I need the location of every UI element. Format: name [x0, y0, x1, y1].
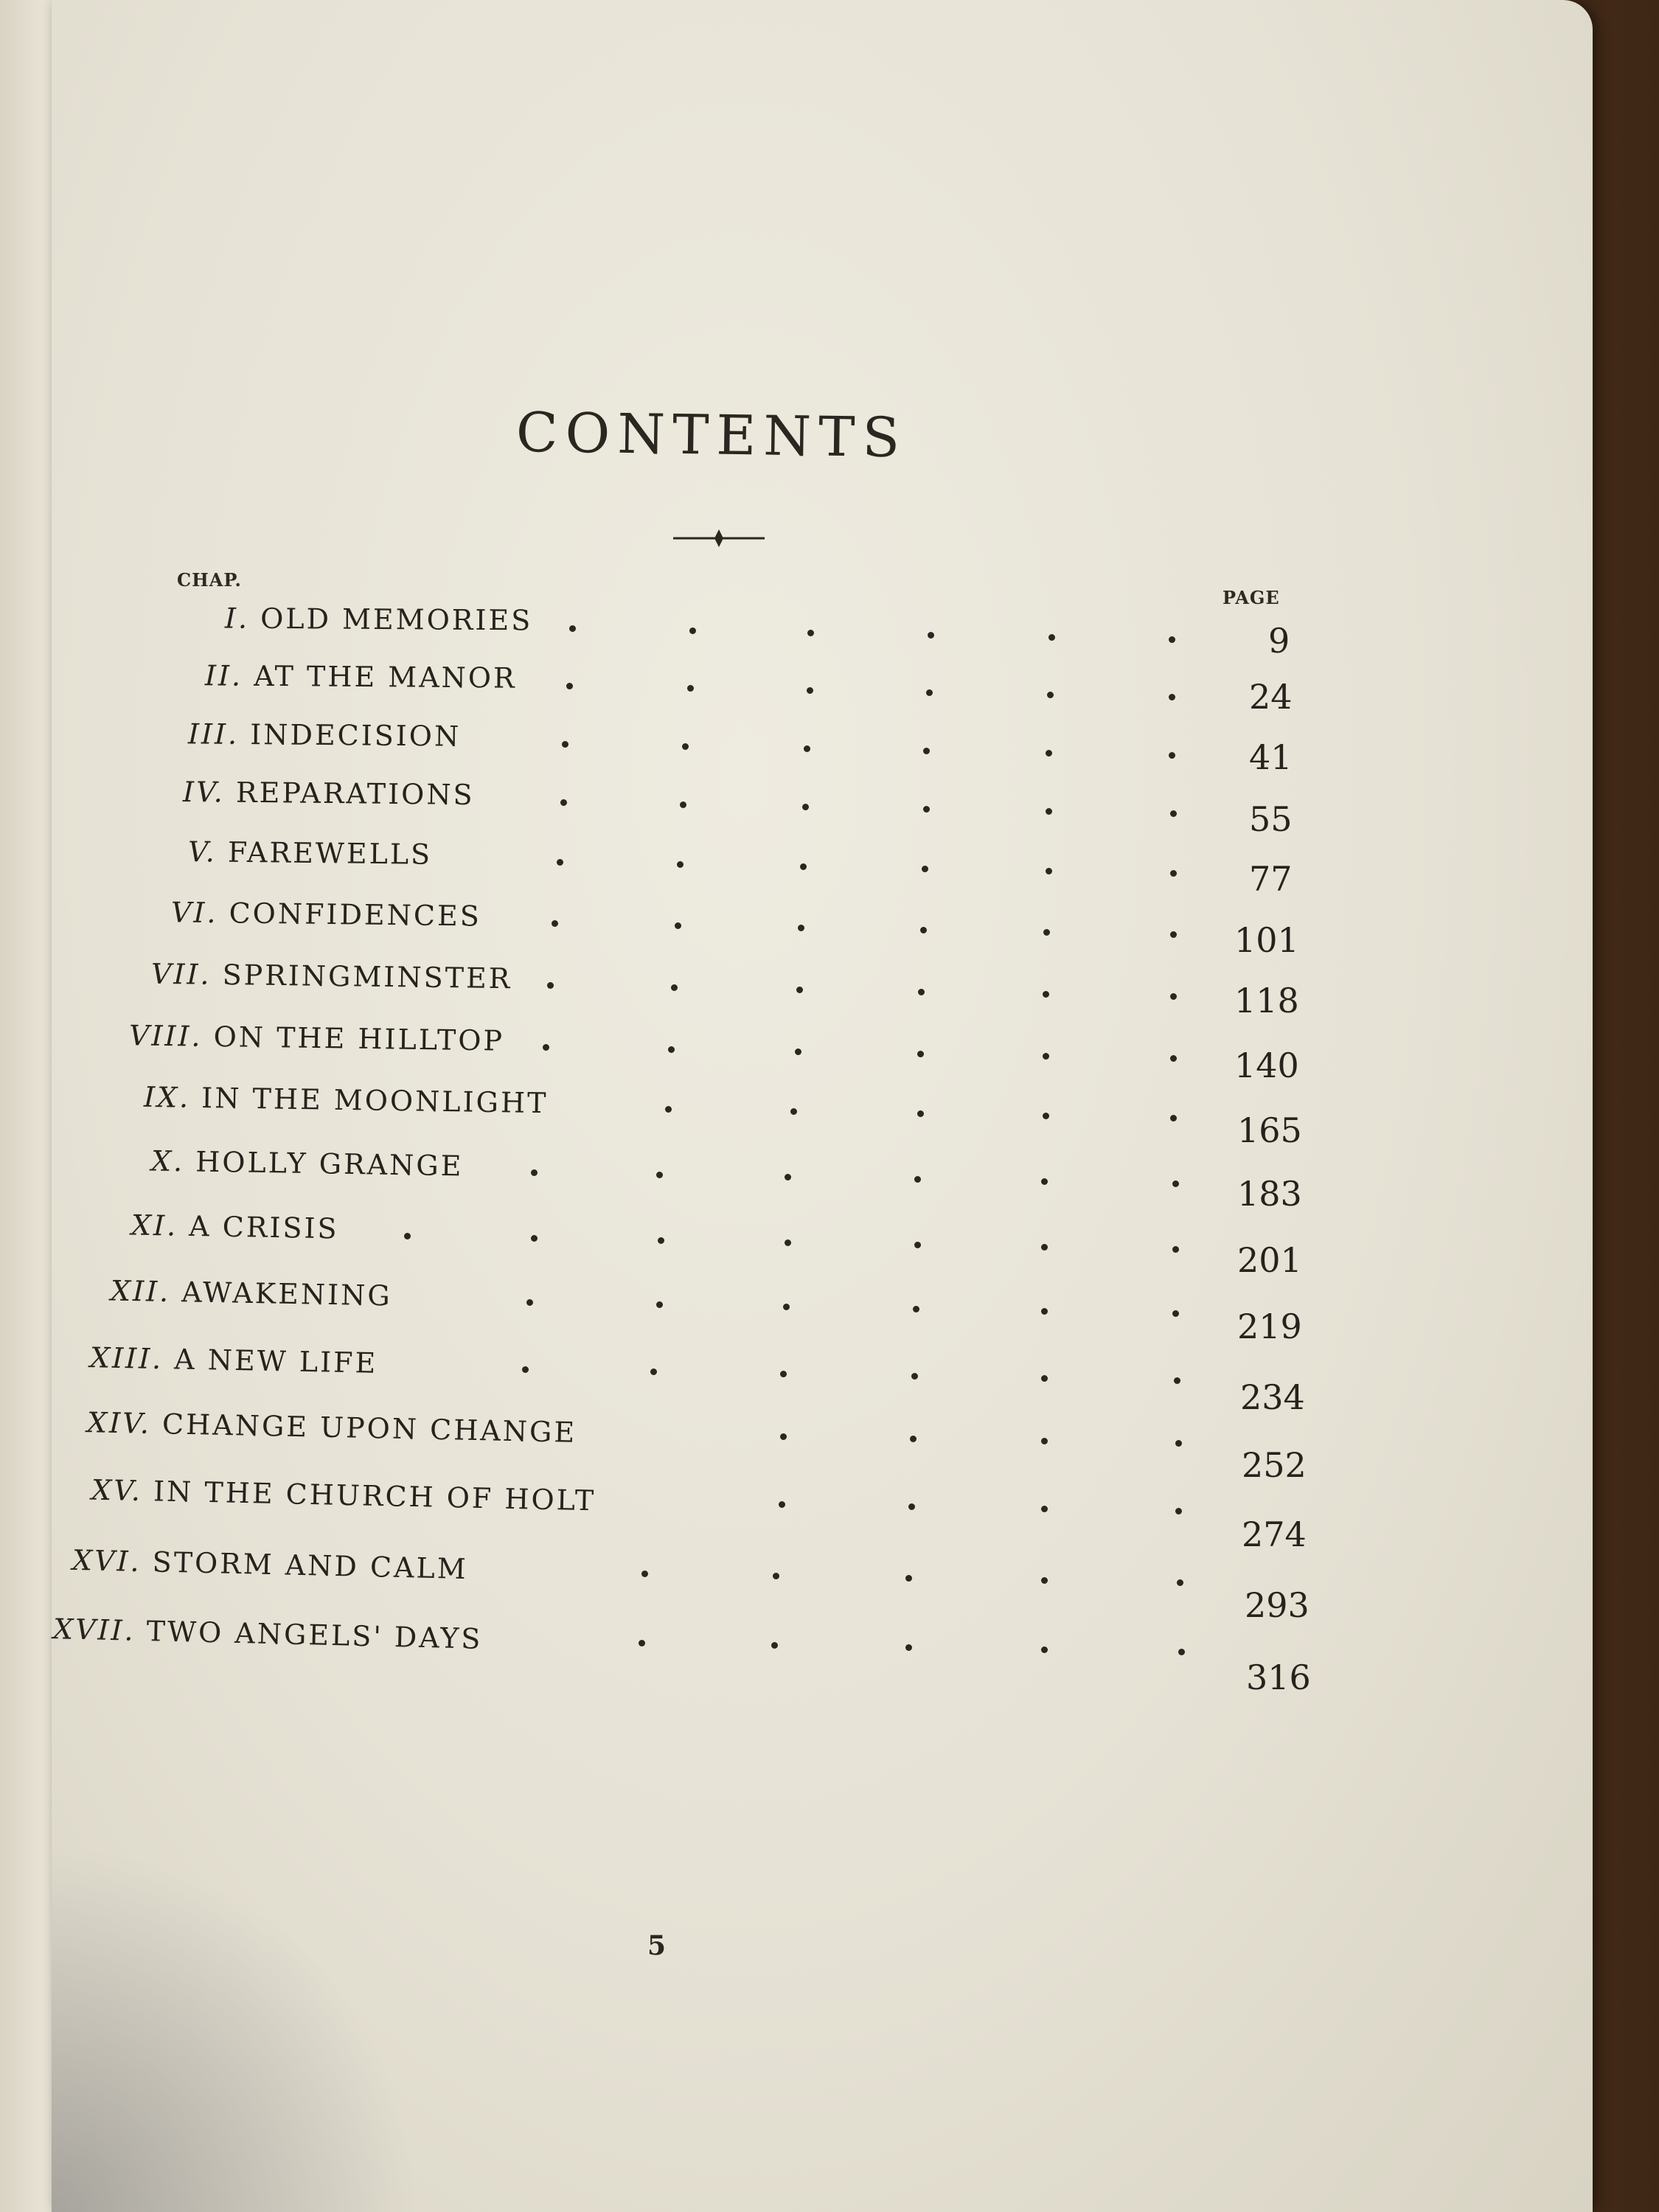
leader-dot: [566, 683, 573, 689]
leader-dot: [641, 1571, 648, 1577]
leader-dot: [547, 982, 554, 989]
chapter-entry: [72, 1544, 469, 1585]
leader-dot: [913, 1306, 919, 1312]
chapter-page-number: 9: [1268, 621, 1290, 661]
leader-dot: [1174, 1377, 1180, 1384]
chapter-title: REPARATIONS: [235, 776, 475, 812]
leader-dot: [1172, 1180, 1179, 1187]
leader-dot: [795, 1048, 801, 1055]
chapter-page-number: 234: [1240, 1377, 1305, 1417]
chapter-entry: [188, 835, 433, 871]
leader-dot: [552, 920, 558, 927]
chapter-title: AT THE MANOR: [254, 659, 517, 695]
leader-dot: [1172, 1246, 1179, 1253]
chapter-entry: [129, 1019, 505, 1057]
chapter-numeral: X.: [150, 1144, 196, 1178]
chapter-title: AWAKENING: [181, 1276, 393, 1312]
chapter-page-number: 316: [1246, 1658, 1311, 1697]
leader-dot: [910, 1436, 917, 1442]
leader-dot: [531, 1235, 538, 1242]
leader-dot: [1043, 1113, 1049, 1119]
chapter-entry: [87, 1406, 577, 1449]
leader-dot: [780, 1371, 787, 1377]
chapter-entry: [183, 776, 475, 811]
chapter-page-number: 41: [1249, 737, 1293, 777]
leader-dot: [1043, 929, 1050, 936]
leader-dot: [682, 743, 689, 750]
chapter-page-number: 252: [1242, 1445, 1307, 1485]
chapter-entry: [53, 1613, 483, 1655]
leader-dot: [1041, 1244, 1048, 1251]
chapter-title: FAREWELLS: [227, 835, 433, 871]
leader-dot: [562, 741, 568, 748]
leader-dot: [780, 1433, 787, 1440]
leader-dot: [908, 1503, 915, 1510]
leader-dot: [1041, 1178, 1048, 1185]
chapter-entry: [151, 958, 512, 995]
chapter-numeral: VI.: [170, 896, 229, 930]
leader-dot: [1041, 1375, 1048, 1382]
leader-dot: [1041, 1308, 1048, 1315]
leader-dot: [920, 927, 927, 933]
leader-dot: [531, 1169, 538, 1176]
leader-dot: [914, 1242, 921, 1248]
leader-dot: [785, 1174, 791, 1180]
chapter-numeral: VII.: [150, 957, 223, 992]
chapter-numeral: XVI.: [72, 1543, 153, 1579]
leader-dot: [689, 627, 696, 634]
chapter-numeral: VIII.: [128, 1019, 214, 1053]
leader-dot: [1170, 993, 1177, 1000]
leader-dot: [802, 804, 809, 810]
chapter-page-number: 201: [1237, 1240, 1302, 1280]
leader-dot: [1177, 1579, 1183, 1586]
chapter-title: A NEW LIFE: [173, 1343, 378, 1380]
leader-dot: [522, 1366, 529, 1373]
leader-dot: [668, 1046, 675, 1053]
leader-dot: [1041, 1646, 1048, 1653]
chapter-title: ON THE HILLTOP: [213, 1020, 505, 1057]
leader-dot: [675, 922, 681, 929]
chapter-entry: [144, 1081, 549, 1119]
leader-dot: [665, 1106, 672, 1113]
chapter-numeral: XIV.: [86, 1406, 163, 1441]
leader-dot: [680, 801, 686, 808]
chapter-entry: [205, 659, 517, 694]
chapter-numeral: IX.: [143, 1080, 202, 1114]
leader-dot: [779, 1501, 785, 1508]
leader-dot: [1170, 1055, 1177, 1062]
leader-dot: [543, 1044, 549, 1051]
chapter-title: TWO ANGELS' DAYS: [146, 1615, 483, 1655]
leader-dot: [1043, 1053, 1049, 1060]
chapter-page-number: 165: [1237, 1110, 1302, 1150]
leader-dot: [926, 689, 933, 696]
chapter-numeral: XVII.: [52, 1613, 147, 1648]
leader-dot: [1046, 750, 1052, 757]
chapter-numeral: V.: [187, 835, 229, 869]
leader-dot: [1170, 870, 1177, 877]
leader-dot: [1170, 931, 1177, 938]
leader-dot: [1041, 1577, 1048, 1584]
chapter-entry: [90, 1341, 378, 1380]
leader-dot: [905, 1644, 912, 1651]
chapter-entry: [171, 896, 481, 932]
leader-dot: [1175, 1440, 1182, 1447]
chapter-title: CHANGE UPON CHANGE: [161, 1408, 577, 1449]
leader-dot: [923, 748, 930, 754]
chapter-page-number: 140: [1234, 1046, 1299, 1085]
leader-dot: [1169, 752, 1175, 759]
chapter-title: INDECISION: [250, 718, 462, 753]
leader-dot: [569, 625, 576, 632]
chapter-numeral: I.: [224, 602, 261, 635]
leader-dot: [917, 1110, 924, 1117]
leader-dot: [918, 989, 925, 995]
leader-dot: [1170, 1115, 1177, 1121]
leader-dot: [1169, 694, 1175, 700]
chapter-numeral: XIII.: [89, 1341, 175, 1376]
chapter-numeral: III.: [187, 717, 251, 751]
leader-dot: [677, 861, 684, 868]
leader-dot: [807, 630, 814, 636]
leader-dot: [923, 806, 930, 813]
chapter-title: HOLLY GRANGE: [195, 1145, 464, 1183]
leader-dot: [800, 863, 807, 870]
chapter-title: A CRISIS: [188, 1209, 339, 1245]
leader-dot: [785, 1239, 791, 1246]
chapter-entry: [225, 602, 533, 637]
chapter-page-number: 101: [1234, 920, 1299, 960]
page-number: 5: [647, 1930, 667, 1961]
leader-dot: [914, 1176, 921, 1183]
chapter-entry: [188, 717, 462, 752]
leader-dot: [1178, 1649, 1185, 1655]
leader-dot: [656, 1301, 663, 1308]
leader-dot: [656, 1172, 663, 1178]
chapter-page-number: 77: [1249, 859, 1293, 899]
leader-dot: [796, 987, 803, 993]
page-column-header: PAGE: [1222, 587, 1280, 608]
chapter-entry: [91, 1474, 597, 1517]
leader-dot: [773, 1573, 779, 1579]
chapter-entry: [151, 1145, 464, 1183]
leader-dot: [798, 925, 804, 931]
chapter-title: CONFIDENCES: [229, 897, 482, 933]
leader-dot: [917, 1051, 924, 1057]
leader-dot: [807, 687, 813, 694]
leader-dot: [928, 632, 934, 639]
leader-dot: [1048, 634, 1055, 641]
leader-dot: [790, 1108, 797, 1115]
chapter-entry: [111, 1274, 392, 1312]
chapter-page-number: 24: [1249, 677, 1293, 717]
chapter-title: SPRINGMINSTER: [222, 959, 512, 995]
leader-dot: [639, 1640, 645, 1646]
chapter-page-number: 274: [1242, 1514, 1307, 1554]
leader-dot: [922, 866, 928, 872]
chapter-numeral: XI.: [131, 1208, 189, 1242]
leader-dot: [557, 859, 563, 866]
page-title: CONTENTS: [515, 400, 908, 470]
chapter-title: STORM AND CALM: [152, 1545, 469, 1586]
chapter-page-number: 293: [1245, 1585, 1310, 1625]
chapter-entry: [131, 1209, 339, 1245]
leader-dot: [1041, 1506, 1048, 1512]
leader-dot: [658, 1237, 664, 1244]
chapter-title: IN THE MOONLIGHT: [201, 1081, 549, 1120]
leader-dot: [526, 1299, 533, 1306]
leader-dot: [1046, 868, 1052, 874]
leader-dot: [911, 1373, 918, 1380]
chapter-numeral: XV.: [91, 1473, 154, 1508]
leader-dot: [1047, 692, 1054, 698]
chapter-title: OLD MEMORIES: [260, 602, 533, 637]
chapter-numeral: XII.: [110, 1274, 182, 1309]
leader-dot: [783, 1304, 790, 1310]
leader-dot: [1046, 808, 1052, 815]
leader-dot: [1169, 636, 1175, 643]
leader-dot: [1172, 1310, 1179, 1317]
chapter-page-number: 219: [1237, 1307, 1302, 1346]
leader-dot: [560, 799, 567, 806]
chapter-title: IN THE CHURCH OF HOLT: [153, 1475, 597, 1517]
leader-dot: [905, 1575, 912, 1582]
chapter-numeral: IV.: [182, 775, 237, 809]
chapter-page-number: 118: [1234, 981, 1299, 1020]
chapter-page-number: 183: [1237, 1174, 1302, 1214]
chapter-numeral: II.: [204, 659, 254, 692]
leader-dot: [1175, 1508, 1182, 1514]
leader-dot: [771, 1642, 778, 1649]
leader-dot: [671, 984, 678, 991]
leader-dot: [804, 745, 810, 752]
leader-dot: [687, 685, 694, 692]
chap-column-header: CHAP.: [177, 569, 242, 591]
leader-dot: [650, 1368, 657, 1375]
leader-dot: [1043, 991, 1049, 998]
chapter-page-number: 55: [1249, 799, 1293, 839]
leader-dot: [1170, 810, 1177, 817]
leader-dot: [404, 1233, 411, 1239]
leader-dot: [1041, 1438, 1048, 1444]
